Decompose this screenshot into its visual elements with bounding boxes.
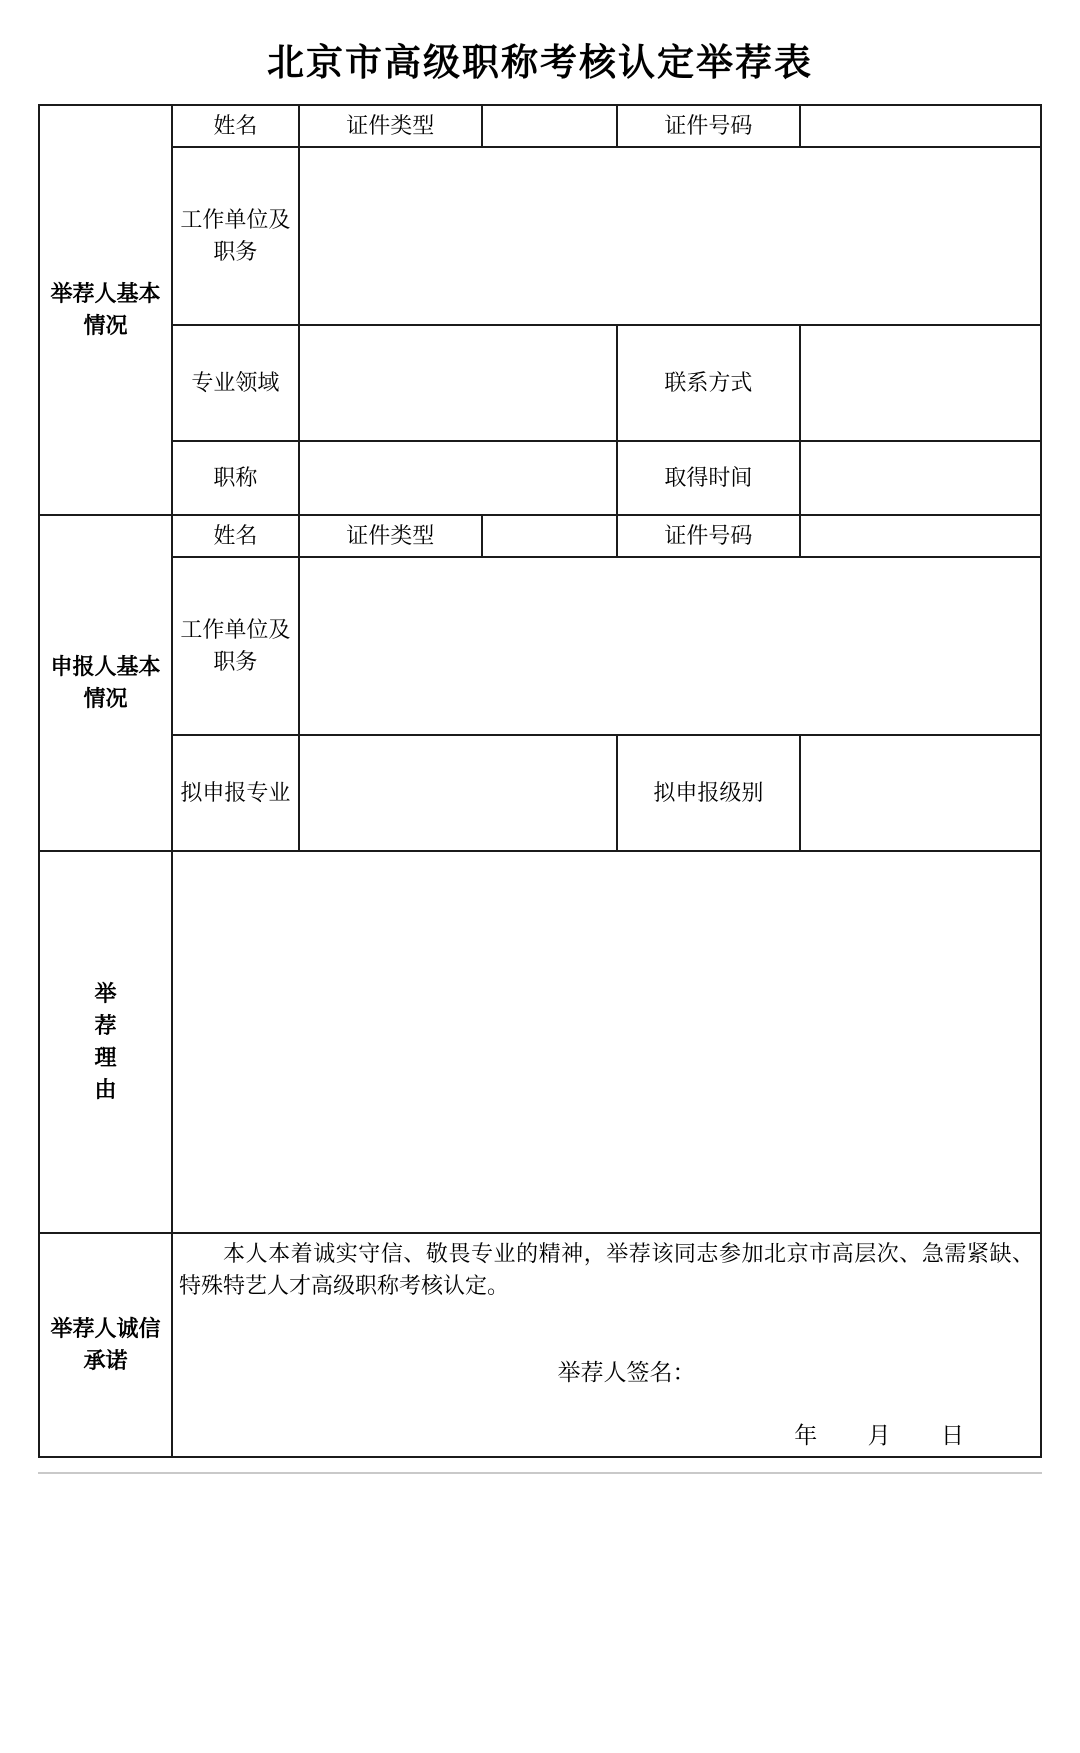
- label-recommender-title-date: 取得时间: [617, 441, 800, 515]
- table-row: [39, 325, 1041, 441]
- reason-label-char-4: 由: [94, 1076, 117, 1102]
- field-applicant-employer-position[interactable]: [299, 557, 1041, 735]
- label-applicant-id-number: 证件号码: [617, 515, 800, 557]
- field-recommender-title[interactable]: [299, 441, 617, 515]
- table-row: [39, 1233, 1041, 1457]
- promise-content: [172, 1233, 1041, 1457]
- reason-label-char-2: 荐: [94, 1012, 117, 1038]
- field-reason-content[interactable]: [172, 851, 1041, 1233]
- label-recommender-contact: 联系方式: [617, 325, 800, 441]
- field-recommender-id-type[interactable]: [482, 105, 617, 147]
- label-applicant-intended-major: 拟申报专业: [172, 735, 299, 851]
- table-row: [39, 147, 1041, 325]
- date-label[interactable]: 年 月 日: [794, 1421, 986, 1448]
- label-recommender-id-number: 证件号码: [617, 105, 800, 147]
- table-row: [39, 441, 1041, 515]
- field-applicant-intended-major[interactable]: [299, 735, 617, 851]
- label-recommender-title: 职称: [172, 441, 299, 515]
- label-applicant-id-type: 证件类型: [299, 515, 482, 557]
- page-title: 北京市高级职称考核认定举荐表: [267, 42, 813, 83]
- signature-label[interactable]: 举荐人签名：: [557, 1358, 696, 1385]
- label-recommender-name: 姓名: [172, 105, 299, 147]
- label-applicant-employer-position: 工作单位及职务: [172, 557, 299, 735]
- promise-text: 本人本着诚实守信、敬畏专业的精神，举荐该同志参加北京市高层次、急需紧缺、特殊特艺人才高级职称考核认定。: [179, 1240, 1034, 1298]
- section-label-reason: [39, 851, 172, 1233]
- field-recommender-title-date[interactable]: [800, 441, 1041, 515]
- table-row: [39, 515, 1041, 557]
- label-applicant-name: 姓名: [172, 515, 299, 557]
- field-applicant-id-number[interactable]: [800, 515, 1041, 557]
- field-recommender-field[interactable]: [299, 325, 617, 441]
- reason-label-char-1: 举: [94, 981, 117, 1006]
- label-recommender-id-type: 证件类型: [299, 105, 482, 147]
- label-applicant-intended-level: 拟申报级别: [617, 735, 800, 851]
- label-recommender-employer-position: 工作单位及职务: [172, 147, 299, 325]
- reason-label-char-3: 理: [94, 1044, 117, 1070]
- page-bottom-divider: [38, 1466, 1042, 1474]
- table-row: [39, 735, 1041, 851]
- field-recommender-id-number[interactable]: [800, 105, 1041, 147]
- field-applicant-id-type[interactable]: [482, 515, 617, 557]
- table-row: [39, 851, 1041, 1233]
- section-label-promise: 举荐人诚信承诺: [39, 1233, 172, 1457]
- field-applicant-intended-level[interactable]: [800, 735, 1041, 851]
- table-row: [39, 105, 1041, 147]
- section-label-recommender: 举荐人基本情况: [39, 105, 172, 515]
- field-recommender-employer-position[interactable]: [299, 147, 1041, 325]
- recommendation-form-table: [38, 104, 1042, 1458]
- section-label-applicant: 申报人基本情况: [39, 515, 172, 851]
- field-recommender-contact[interactable]: [800, 325, 1041, 441]
- table-row: [39, 557, 1041, 735]
- label-recommender-field: 专业领域: [172, 325, 299, 441]
